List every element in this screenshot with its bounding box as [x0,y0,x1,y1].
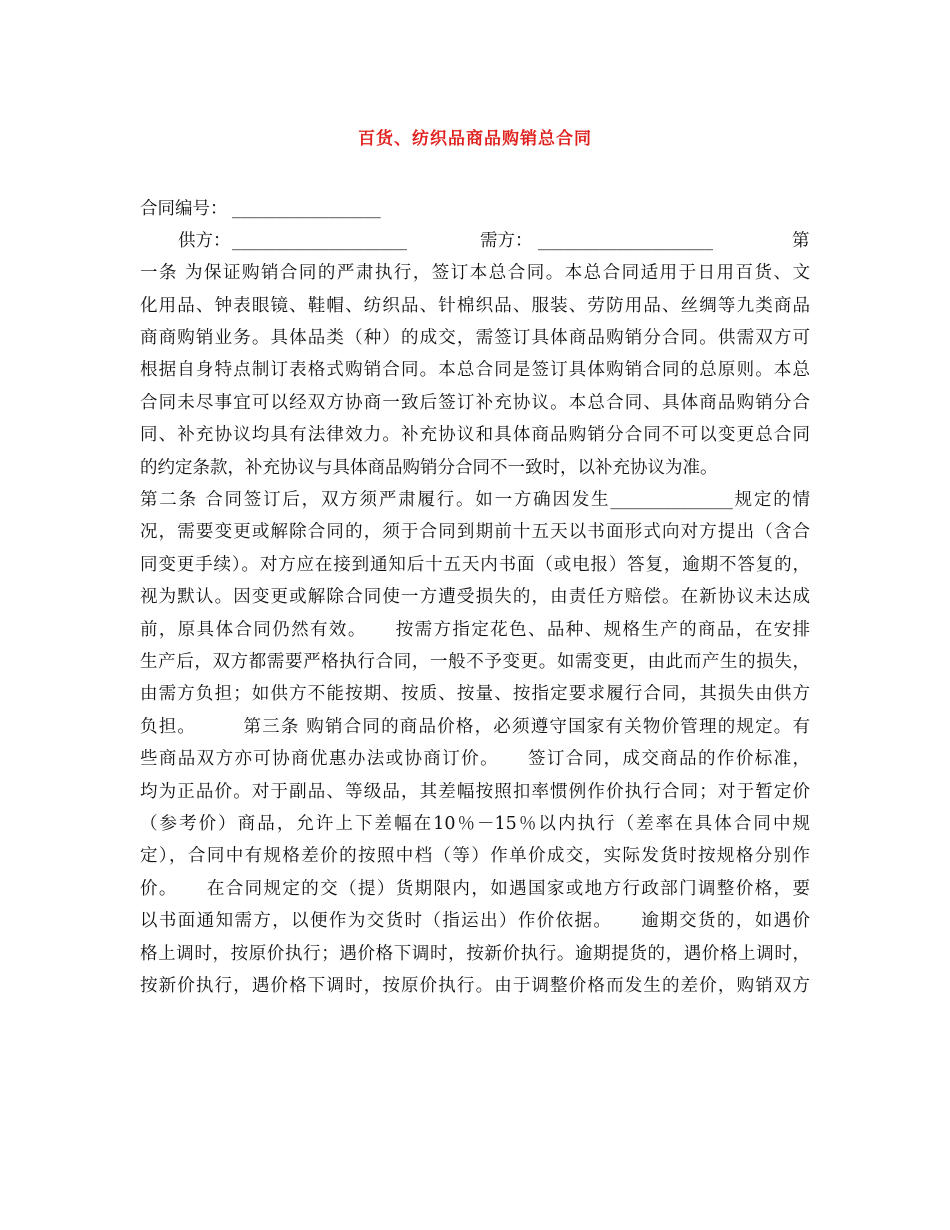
body-line: 况，需要变更或解除合同的，须于合同到期前十五天以书面形式向对方提出（含合 [140,522,810,542]
supplier-label: 供方： [178,231,231,251]
body-line: 同变更手续）。对方应在接到通知后十五天内书面（或电报）答复，逾期不答复的， [140,555,810,575]
body-line: 以书面通知需方，以便作为交货时（指运出）作价依据。 逾期交货的，如遇价 [140,911,810,931]
body-line: 按新价执行，遇价格下调时，按原价执行。由于调整价格而发生的差价，购销双方 [140,976,810,996]
body-line: 价。 在合同规定的交（提）货期限内，如遇国家或地方行政部门调整价格，要 [140,879,810,899]
buyer-blank: ____________________ [538,231,713,251]
body-line: 化用品、钟表眼镜、鞋帽、纺织品、针棉织品、服装、劳防用品、丝绸等九类商品 [140,296,810,316]
contract-number-blank: _________________ [232,199,381,219]
body-line: 根据自身特点制订表格式购销合同。本总合同是签订具体购销合同的总原则。本总 [140,360,810,380]
body-line: 定），合同中有规格差价的按照中档（等）作单价成交，实际发货时按规格分别作 [140,846,810,866]
parties-line [140,226,810,256]
body-line: 生产后，双方都需要严格执行合同，一般不予变更。如需变更，由此而产生的损失， [140,652,810,672]
buyer-label: 需方： [480,231,533,251]
body-line: 的约定条款，补充协议与具体商品购销分合同不一致时，以补充协议为准。 [140,458,718,478]
body-line: 均为正品价。对于副品、等级品，其差幅按照扣率惯例作价执行合同；对于暂定价 [140,782,810,802]
body-line: 负担。 第三条 购销合同的商品价格，必须遵守国家有关物价管理的规定。有 [140,717,810,737]
body-line: （参考价）商品，允许上下差幅在10％－15％以内执行（差率在具体合同中规 [140,814,810,834]
body-line: 同、补充协议均具有法律效力。补充协议和具体商品购销分合同不可以变更总合同 [140,425,810,445]
article-one-start: 第 [792,231,810,251]
body-line: 前，原具体合同仍然有效。 按需方指定花色、品种、规格生产的商品，在安排 [140,620,810,640]
body-line: 合同未尽事宜可以经双方协商一致后签订补充协议。本总合同、具体商品购销分合 [140,393,810,413]
body-line: 一条 为保证购销合同的严肃执行，签订本总合同。本总合同适用于日用百货、文 [140,263,810,283]
contract-number-line [140,194,810,224]
body-line: 由需方负担；如供方不能按期、按质、按量、按指定要求履行合同，其损失由供方 [140,684,810,704]
body-line: 第二条 合同签订后，双方须严肃履行。如一方确因发生______________规定的情 [140,490,810,510]
body-line: 格上调时，按原价执行；遇价格下调时，按新价执行。逾期提货的，遇价格上调时， [140,944,810,964]
supplier-blank: ____________________ [232,231,407,251]
document-title: 百货、纺织品商品购销总合同 [358,129,592,149]
body-line: 商商购销业务。具体品类（种）的成交，需签订具体商品购销分合同。供需双方可 [140,328,810,348]
contract-number-label: 合同编号： [140,199,228,219]
body-line: 视为默认。因变更或解除合同使一方遭受损失的，由责任方赔偿。在新协议未达成 [140,587,810,607]
body-line: 些商品双方亦可协商优惠办法或协商订价。 签订合同，成交商品的作价标准， [140,749,810,769]
